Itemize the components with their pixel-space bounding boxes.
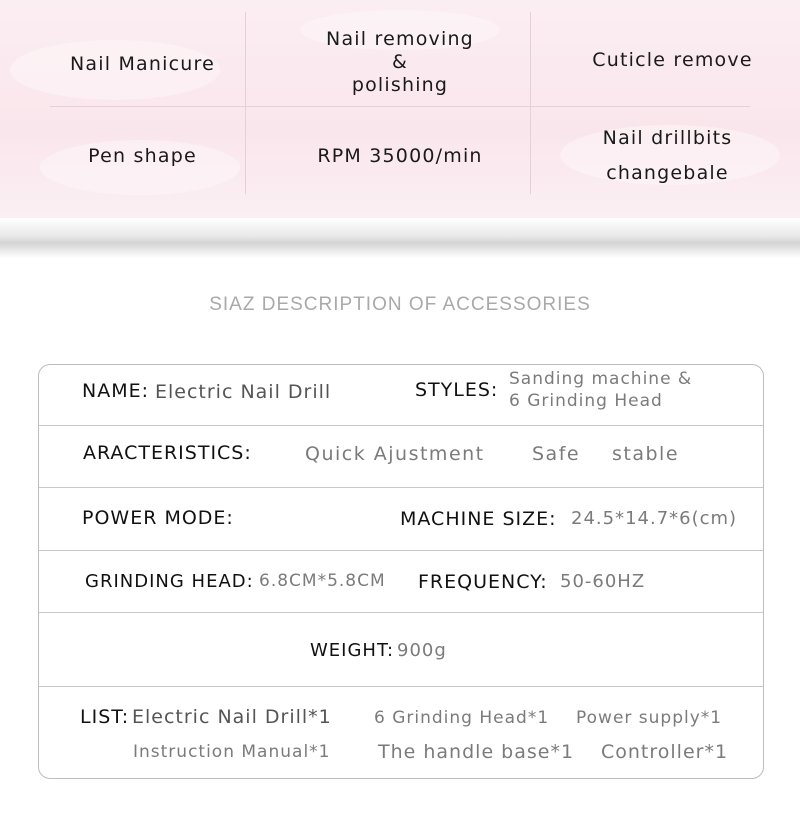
machine-size-label: MACHINE SIZE: (400, 508, 557, 530)
grinding-head-value: 6.8CM*5.8CM (259, 571, 386, 591)
list-item: Electric Nail Drill*1 (132, 706, 332, 728)
list-item: Controller*1 (601, 741, 729, 763)
characteristic-quick-adjustment: Quick Ajustment (305, 443, 485, 465)
list-item: Instruction Manual*1 (133, 742, 331, 762)
feature-drillbits: Nail drillbits changebale (602, 127, 733, 184)
list-item: Power supply*1 (576, 708, 723, 728)
characteristic-stable: stable (612, 443, 680, 465)
styles-value-line2: 6 Grinding Head (509, 391, 663, 411)
list-item: 6 Grinding Head*1 (374, 708, 550, 728)
feature-nail-removing: Nail removing & polishing (326, 27, 474, 96)
characteristic-safe: Safe (532, 443, 581, 465)
name-value: Electric Nail Drill (155, 381, 332, 403)
banner-shadow (0, 218, 800, 258)
frequency-label: FREQUENCY: (418, 571, 548, 593)
weight-label: WEIGHT: (310, 640, 395, 661)
table-row-divider (39, 487, 763, 488)
feature-cuticle-remove: Cuticle remove (592, 48, 753, 71)
section-heading: SIAZ DESCRIPTION OF ACCESSORIES (209, 294, 591, 315)
feature-rpm: RPM 35000/min (317, 144, 483, 167)
machine-size-value: 24.5*14.7*6(cm) (571, 508, 738, 529)
table-row-divider (39, 686, 763, 687)
feature-grid-divider (245, 12, 246, 194)
table-row-divider (39, 612, 763, 613)
grinding-head-label: GRINDING HEAD: (85, 571, 254, 592)
weight-value: 900g (397, 640, 447, 661)
feature-nail-manicure: Nail Manicure (70, 52, 215, 75)
power-mode-label: POWER MODE: (82, 507, 234, 529)
table-row-divider (39, 425, 763, 426)
styles-value-line1: Sanding machine & (509, 369, 693, 389)
list-item: The handle base*1 (378, 741, 575, 763)
list-label: LIST: (80, 706, 130, 728)
frequency-value: 50-60HZ (560, 571, 646, 592)
characteristics-label: ARACTERISTICS: (83, 442, 252, 464)
table-row-divider (39, 550, 763, 551)
styles-label: STYLES: (415, 379, 499, 401)
feature-pen-shape: Pen shape (88, 144, 197, 167)
name-label: NAME: (82, 380, 150, 402)
